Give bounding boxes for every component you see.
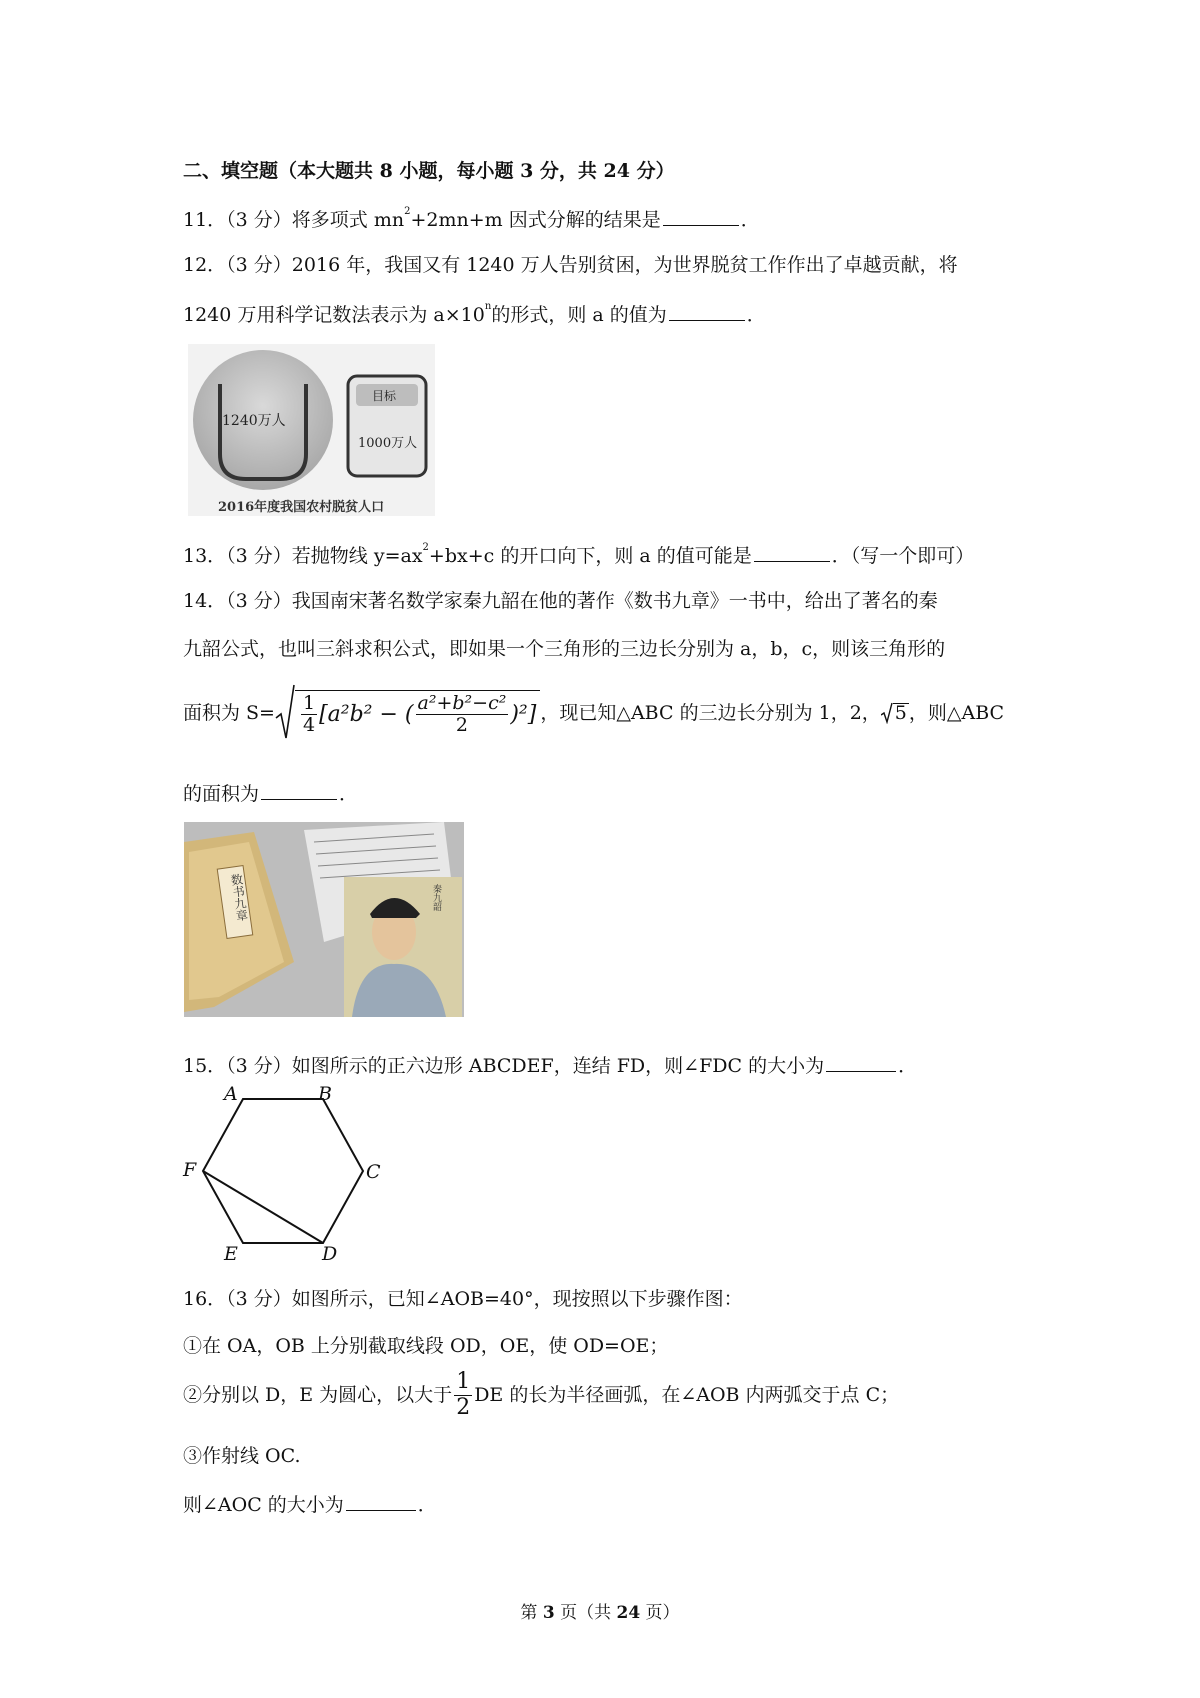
q12-sup: n	[484, 301, 492, 312]
q12-end: ．	[746, 304, 766, 326]
answer-blank	[669, 304, 745, 321]
q11-sup: 2	[404, 206, 411, 217]
question-12-line2	[183, 301, 766, 326]
book-portrait-photo	[184, 822, 464, 1017]
q13-end: ．（写一个即可）	[831, 545, 975, 567]
target-title: 目标	[372, 389, 397, 403]
answer-blank	[261, 783, 337, 800]
q11-prefix: 11．（3 分）将多项式 mn	[183, 209, 405, 231]
q14-line4-end: ．	[339, 783, 359, 805]
radicand: $\frac{1}{4}$ [a²b² − ( $\frac{\text{a²+b²−c²}}{2}$ )²]	[295, 690, 540, 736]
question-11	[183, 206, 760, 231]
q14-end: ，则△ABC	[908, 701, 1005, 724]
q14-line4: 的面积为	[183, 783, 260, 805]
question-13	[183, 542, 975, 567]
q11-mid: +2mn+m 因式分解的结果是	[410, 209, 661, 231]
inner-fraction: $\frac{\text{a²+b²−c²}}{2}$	[417, 692, 507, 736]
book-title-text: 数书九章	[228, 872, 250, 923]
hexagon-shape	[203, 1099, 363, 1243]
radical-sign	[275, 684, 295, 742]
q15-end: ．	[898, 1055, 918, 1077]
vertex-label-f: F	[183, 1159, 197, 1181]
q14-prefix: 面积为 S=	[183, 701, 275, 724]
section-title: 二、填空题（本大题共 8 小题，每小题 3 分，共 24 分）	[183, 160, 675, 182]
q16-step2-suffix: DE 的长为半径画弧，在∠AOB 内两弧交于点 C；	[474, 1383, 900, 1406]
question-16-step1: ①在 OA，OB 上分别截取线段 OD，OE，使 OD=OE；	[183, 1335, 669, 1357]
question-16-line1: 16．（3 分）如图所示，已知∠AOB=40°，现按照以下步骤作图：	[183, 1288, 743, 1310]
question-14-line2: 九韶公式，也叫三斜求积公式，即如果一个三角形的三边长分别为 a，b，c，则该三角形的	[183, 638, 946, 660]
answer-blank	[754, 545, 830, 562]
q13-mid: +bx+c 的开口向下，则 a 的值可能是	[428, 545, 752, 567]
question-14-line4	[183, 783, 358, 804]
left-label: 1240万人	[222, 413, 286, 429]
footer-prefix: 第	[520, 1603, 543, 1623]
vertex-label-b: B	[318, 1083, 332, 1105]
answer-blank	[346, 1494, 416, 1511]
q13-sup: 2	[422, 542, 429, 553]
page-footer	[0, 1598, 1200, 1623]
poverty-figure	[188, 344, 435, 516]
q15-prefix: 15．（3 分）如图所示的正六边形 ABCDEF，连结 FD，则∠FDC 的大小为	[183, 1055, 825, 1077]
q13-prefix: 13．（3 分）若抛物线 y=ax	[183, 545, 423, 567]
radical-sign-small	[881, 702, 893, 724]
question-12-line1: 12．（3 分）2016 年，我国又有 1240 万人告别贫困，为世界脱贫工作作出了卓越贡献，将	[183, 254, 958, 276]
question-15	[183, 1055, 917, 1076]
q12-mid: 的形式，则 a 的值为	[491, 304, 667, 326]
hexagon-figure	[180, 1083, 390, 1265]
question-14-line3	[183, 683, 1004, 743]
segment-fd	[203, 1171, 323, 1243]
question-14-line1: 14．（3 分）我国南宋著名数学家秦九韶在他的著作《数书九章》一书中，给出了著名的秦	[183, 590, 938, 612]
sqrt-five	[881, 702, 909, 724]
q14-suffix: ，现已知△ABC 的三边长分别为 1，2，	[540, 701, 881, 724]
q12-prefix: 1240 万用科学记数法表示为 a×10	[183, 304, 485, 326]
answer-blank	[826, 1055, 896, 1072]
question-16-step3: ③作射线 OC.	[183, 1445, 301, 1467]
one-half: $\frac{1}{2}$	[456, 1369, 471, 1420]
q16-ask: 则∠AOC 的大小为	[183, 1494, 344, 1516]
answer-blank	[663, 209, 739, 226]
vertex-label-e: E	[224, 1243, 238, 1265]
sqrt-five-value: 5	[894, 702, 907, 724]
poverty-figure-graphic	[188, 344, 435, 516]
q16-step2-prefix: ②分别以 D，E 为圆心，以大于	[183, 1383, 453, 1406]
one-quarter: $\frac{1}{4}$	[302, 692, 316, 736]
portrait-caption: 秦九韶	[431, 884, 441, 911]
footer-mid: 页（共	[554, 1603, 617, 1623]
figure-caption: 2016年度我国农村脱贫人口	[218, 500, 385, 515]
footer-total-pages: 24	[616, 1603, 641, 1623]
question-16-ask	[183, 1494, 437, 1515]
q16-ask-end: ．	[417, 1494, 437, 1516]
heron-formula	[275, 684, 540, 742]
vertex-label-a: A	[224, 1083, 238, 1105]
footer-page-number: 3	[542, 1603, 555, 1623]
footer-suffix: 页）	[640, 1603, 680, 1623]
hexagon-graphic	[180, 1085, 390, 1260]
question-16-step2	[183, 1370, 899, 1420]
right-label: 1000万人	[358, 436, 418, 451]
q11-end: ．	[740, 209, 760, 231]
vertex-label-c: C	[366, 1161, 381, 1183]
vertex-label-d: D	[322, 1243, 338, 1265]
